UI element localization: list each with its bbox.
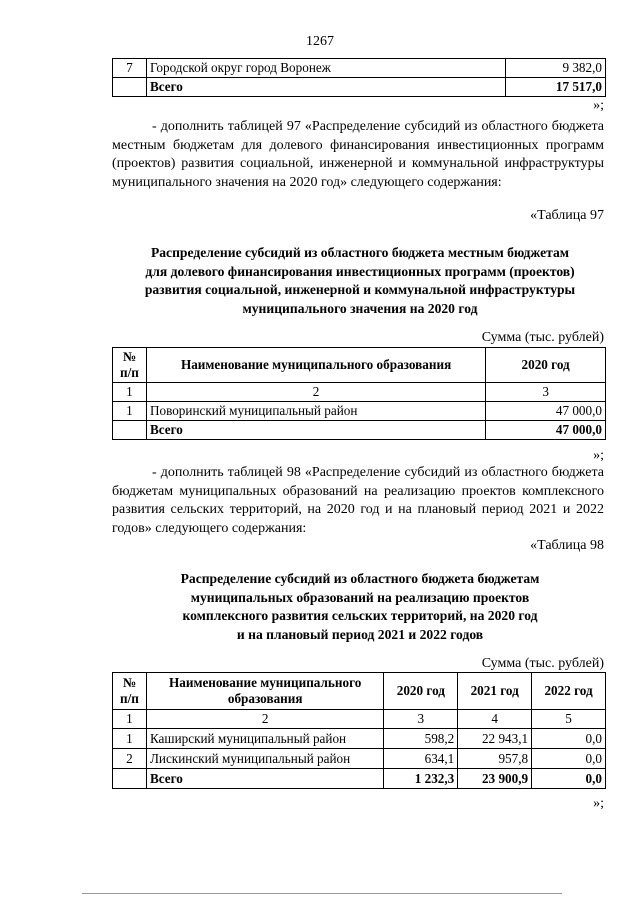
table98-label: «Таблица 98: [530, 538, 604, 553]
row-num: [113, 421, 147, 440]
header-row: [113, 348, 606, 383]
header-row: [113, 673, 606, 710]
row-name: Всего: [146, 421, 485, 440]
table-row: [113, 729, 606, 749]
title-line: для долевого финансирования инвестиционных программ (проектов): [145, 263, 575, 279]
row-value: 47 000,0: [486, 402, 606, 421]
row-2020: 598,2: [384, 729, 458, 749]
row-num: [113, 78, 147, 97]
title-line: развития социальной, инженерной и коммунальной инфраструктуры: [144, 282, 576, 298]
paragraph-98: [112, 464, 604, 538]
colnum-row: [113, 383, 606, 402]
colnum: 3: [486, 383, 606, 402]
closing-quote: »;: [593, 448, 604, 463]
row-num: 2: [113, 749, 147, 769]
header-name: Наименование муниципального образования: [146, 348, 485, 383]
row-num: 1: [113, 729, 147, 749]
paragraph-text: - дополнить таблицей 98 «Распределение субсидий из областного бюджета бюджетам муниципальных образований на реализацию проектов комплексного развития сельских территорий, на 2020 год и на плановый период 2021 и 2022 годов» следующего содержания:: [112, 465, 604, 536]
colnum: 2: [146, 710, 383, 729]
row-2022: 0,0: [532, 729, 606, 749]
colnum-row: [113, 710, 606, 729]
total-row: [113, 78, 606, 97]
table97-label: «Таблица 97: [530, 208, 604, 223]
row-2020: 1 232,3: [384, 769, 458, 789]
header-2021: 2021 год: [458, 673, 532, 710]
row-2021: 957,8: [458, 749, 532, 769]
table97: [112, 347, 606, 440]
row-name: Поворинский муниципальный район: [146, 402, 485, 421]
footer-divider: [82, 893, 562, 894]
title-line: комплексного развития сельских территорий, на 2020 год: [182, 608, 538, 624]
row-2020: 634,1: [384, 749, 458, 769]
header-2020: 2020 год: [384, 673, 458, 710]
colnum: 2: [146, 383, 485, 402]
total-row: [113, 769, 606, 789]
title-line: муниципального значения на 2020 год: [242, 300, 478, 316]
title-line: муниципальных образований на реализацию проектов: [190, 589, 530, 605]
row-2021: 22 943,1: [458, 729, 532, 749]
colnum: 1: [113, 710, 147, 729]
header-num: № п/п: [113, 673, 147, 710]
row-name: Каширский муниципальный район: [146, 729, 383, 749]
table-row: [113, 59, 606, 78]
table96-tail: [112, 58, 606, 97]
title-line: Распределение субсидий из областного бюджета местным бюджетам: [150, 245, 570, 260]
closing-quote: »;: [593, 98, 604, 113]
table97-title: [100, 244, 620, 318]
row-value: 17 517,0: [506, 78, 606, 97]
row-num: [113, 769, 147, 789]
paragraph-97: [112, 118, 604, 192]
header-num: № п/п: [113, 348, 147, 383]
header-2022: 2022 год: [532, 673, 606, 710]
row-2022: 0,0: [532, 749, 606, 769]
colnum: 4: [458, 710, 532, 729]
row-2021: 23 900,9: [458, 769, 532, 789]
header-2020: 2020 год: [486, 348, 606, 383]
closing-quote: »;: [593, 796, 604, 811]
row-name: Всего: [146, 769, 383, 789]
table-row: [113, 402, 606, 421]
row-value: 47 000,0: [486, 421, 606, 440]
total-row: [113, 421, 606, 440]
title-line: и на плановый период 2021 и 2022 годов: [236, 626, 484, 642]
colnum: 3: [384, 710, 458, 729]
title-line: Распределение субсидий из областного бюджета бюджетам: [180, 571, 540, 586]
colnum: 1: [113, 383, 147, 402]
row-name: Городской округ город Воронеж: [146, 59, 505, 78]
row-num: 1: [113, 402, 147, 421]
sum-unit: Сумма (тыс. рублей): [481, 330, 604, 345]
page-number: 1267: [306, 34, 334, 49]
colnum: 5: [532, 710, 606, 729]
table-row: [113, 749, 606, 769]
table98: [112, 672, 606, 789]
header-name: Наименование муниципального образования: [146, 673, 383, 710]
row-value: 9 382,0: [506, 59, 606, 78]
sum-unit: Сумма (тыс. рублей): [481, 656, 604, 671]
row-num: 7: [113, 59, 147, 78]
row-name: Лискинский муниципальный район: [146, 749, 383, 769]
paragraph-text: - дополнить таблицей 97 «Распределение субсидий из областного бюджета местным бюджетам для долевого финансирования инвестиционных программ (проектов) развития социальной, инженерной и коммунальной инфраструктуры муниципального значения на 2020 год» следующего содержания:: [112, 119, 604, 190]
row-2022: 0,0: [532, 769, 606, 789]
row-name: Всего: [146, 78, 505, 97]
table98-title: [100, 570, 620, 644]
